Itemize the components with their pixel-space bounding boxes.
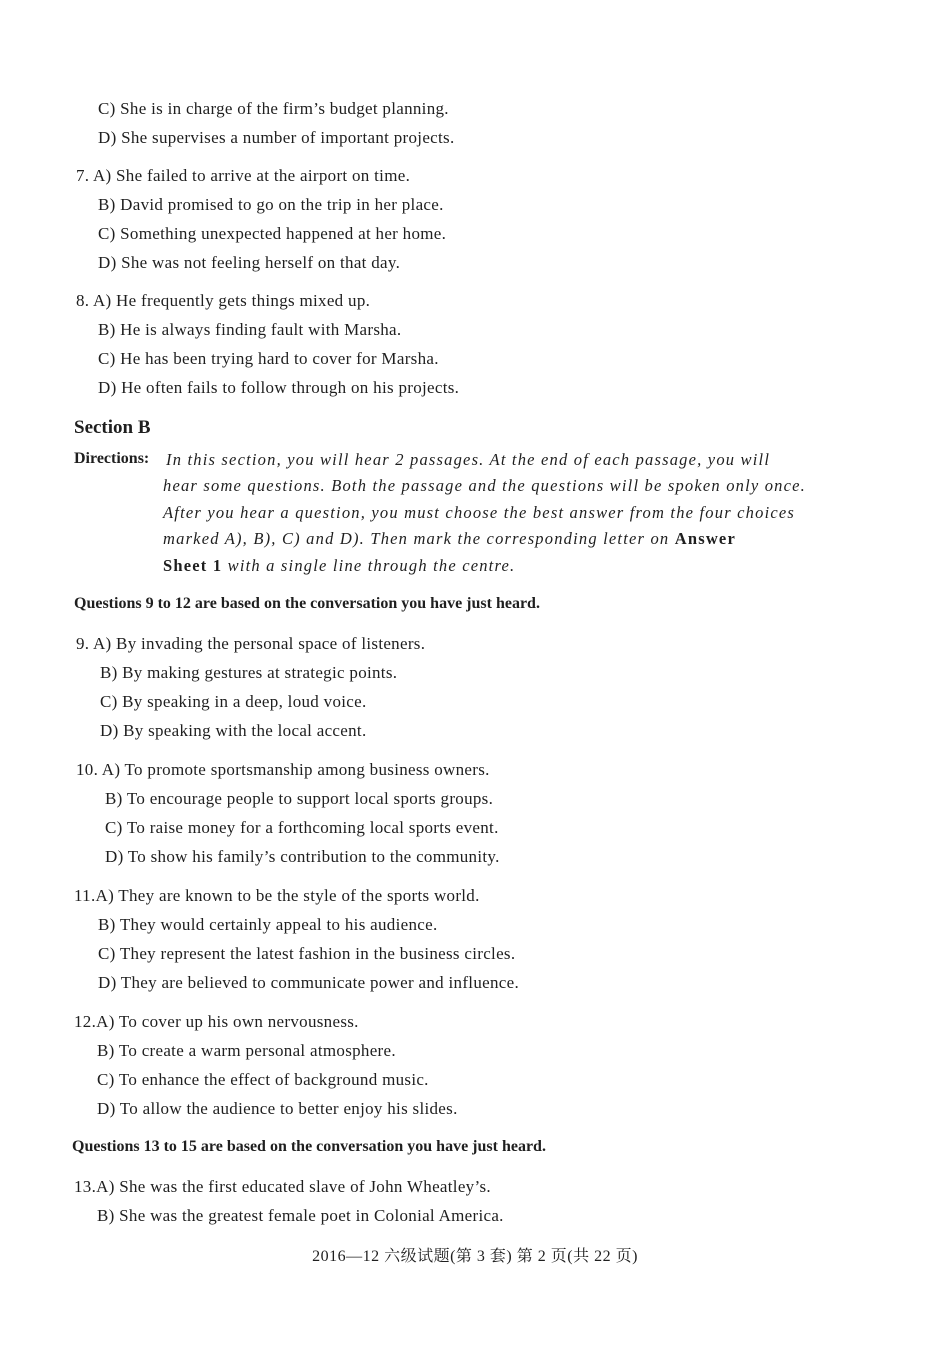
q7-option-a: 7. A) She failed to arrive at the airport on time. (76, 166, 411, 185)
page-footer: 2016—12 六级试题(第 3 套) 第 2 页(共 22 页) (312, 1248, 638, 1265)
q9-option-d: D) By speaking with the local accent. (100, 721, 367, 740)
q13-option-a: 13.A) She was the first educated slave of John Wheatley’s. (74, 1177, 491, 1196)
q10-option-d: D) To show his family’s contribution to the community. (105, 847, 500, 866)
q10-option-b: B) To encourage people to support local sports groups. (105, 789, 494, 808)
q12-option-a: 12.A) To cover up his own nervousness. (74, 1012, 359, 1031)
q12-option-b: B) To create a warm personal atmosphere. (97, 1041, 396, 1060)
sheet-1-label: Sheet 1 (163, 556, 223, 575)
q10-option-c: C) To raise money for a forthcoming local sports event. (105, 818, 499, 837)
q11-option-d: D) They are believed to communicate power and influence. (98, 973, 520, 992)
directions-line-4-text: marked A), B), C) and D). Then mark the corresponding letter on (163, 529, 670, 548)
q8-option-d: D) He often fails to follow through on his projects. (98, 378, 460, 397)
directions-line-3: After you hear a question, you must choose the best answer from the four choices (163, 503, 796, 522)
questions-13-15-heading: Questions 13 to 15 are based on the conversation you have just heard. (72, 1138, 546, 1155)
section-b-title: Section B (74, 417, 151, 438)
q11-option-b: B) They would certainly appeal to his audience. (98, 915, 438, 934)
answer-word: Answer (674, 529, 736, 548)
q10-option-a: 10. A) To promote sportsmanship among business owners. (76, 760, 490, 779)
q6-option-d: D) She supervises a number of important projects. (98, 128, 455, 147)
q12-option-d: D) To allow the audience to better enjoy his slides. (97, 1099, 458, 1118)
q8-option-b: B) He is always finding fault with Marsha. (98, 320, 402, 339)
q9-option-b: B) By making gestures at strategic points. (100, 663, 398, 682)
q9-option-a: 9. A) By invading the personal space of listeners. (76, 634, 426, 653)
q12-option-c: C) To enhance the effect of background music. (97, 1070, 429, 1089)
q9-option-c: C) By speaking in a deep, loud voice. (100, 692, 367, 711)
directions-line-5 (163, 556, 515, 576)
q8-option-a: 8. A) He frequently gets things mixed up. (76, 291, 371, 310)
q7-option-c: C) Something unexpected happened at her home. (98, 224, 447, 243)
questions-9-12-heading: Questions 9 to 12 are based on the conversation you have just heard. (74, 595, 540, 612)
directions-line-1: In this section, you will hear 2 passages. At the end of each passage, you will (166, 450, 771, 469)
q13-option-b: B) She was the greatest female poet in Colonial America. (97, 1206, 504, 1225)
directions-line-5-text: with a single line through the centre. (227, 556, 516, 575)
directions-label: Directions: (74, 450, 150, 467)
directions-line-4 (163, 529, 736, 549)
q7-option-d: D) She was not feeling herself on that day. (98, 253, 401, 272)
q7-option-b: B) David promised to go on the trip in her place. (98, 195, 444, 214)
q8-option-c: C) He has been trying hard to cover for Marsha. (98, 349, 439, 368)
q11-option-c: C) They represent the latest fashion in the business circles. (98, 944, 516, 963)
q11-option-a: 11.A) They are known to be the style of the sports world. (74, 886, 480, 905)
directions-line-2: hear some questions. Both the passage and the questions will be spoken only once. (163, 476, 806, 495)
q6-option-c: C) She is in charge of the firm’s budget planning. (98, 99, 449, 118)
